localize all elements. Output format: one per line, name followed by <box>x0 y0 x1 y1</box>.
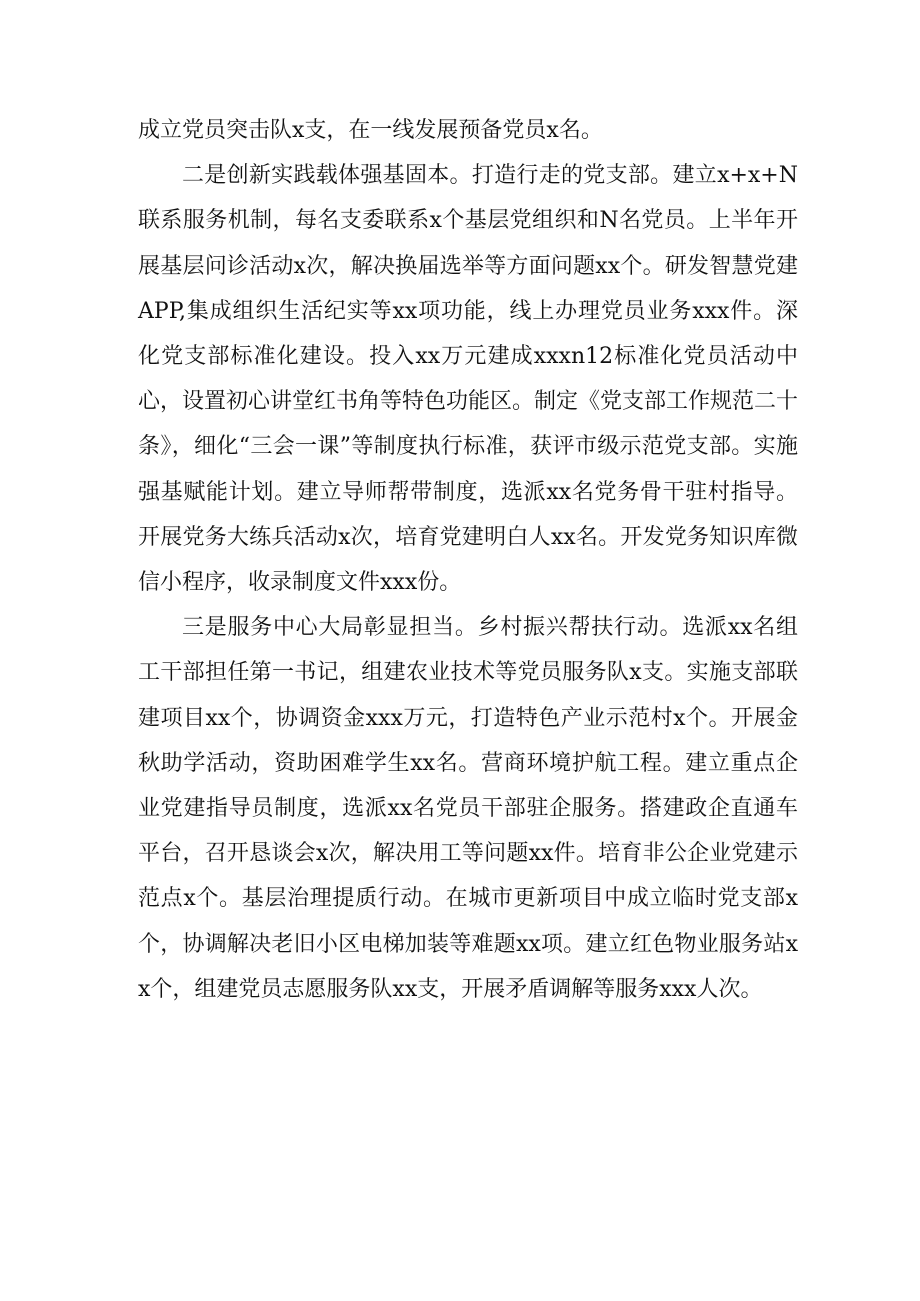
paragraph-3: 三是服务中心大局彰显担当。乡村振兴帮扶行动。选派xx名组工干部担任第一书记，组建农业技术等党员服务队x支。实施支部联建项目xx个，协调资金xxx万元，打造特色产业示范村x个。开展金秋助学活动，资助困难学生xx名。营商环境护航工程。建立重点企业党建指导员制度，选派xx名党员干部驻企服务。搭建政企直通车平台，召开恳谈会x次，解决用工等问题xx件。培育非公企业党建示范点x个。基层治理提质行动。在城市更新项目中成立临时党支部x个，协调解决老旧小区电梯加装等难题xx项。建立红色物业服务站xx个，组建党员志愿服务队xx支，开展矛盾调解等服务xxx人次。 <box>138 615 798 1002</box>
body-text <box>138 108 798 1012</box>
paragraph-1: 成立党员突击队x支，在一线发展预备党员x名。 <box>138 118 603 143</box>
paragraph-2: 二是创新实践载体强基固本。打造行走的党支部。建立x+x+N联系服务机制，每名支委联系x个基层党组织和N名党员。上半年开展基层问诊活动x次，解决换届选举等方面问题xx个。研发智慧党建APP,集成组织生活纪实等xx项功能，线上办理党员业务xxx件。深化党支部标准化建设。投入xx万元建成xxxn12标准化党员活动中心，设置初心讲堂红书角等特色功能区。制定《党支部工作规范二十条》，细化“三会一课”等制度执行标准，获评市级示范党支部。实施强基赋能计划。建立导师帮带制度，选派xx名党务骨干驻村指导。开展党务大练兵活动x次，培育党建明白人xx名。开发党务知识库微信小程序，收录制度文件xxx份。 <box>138 163 799 596</box>
